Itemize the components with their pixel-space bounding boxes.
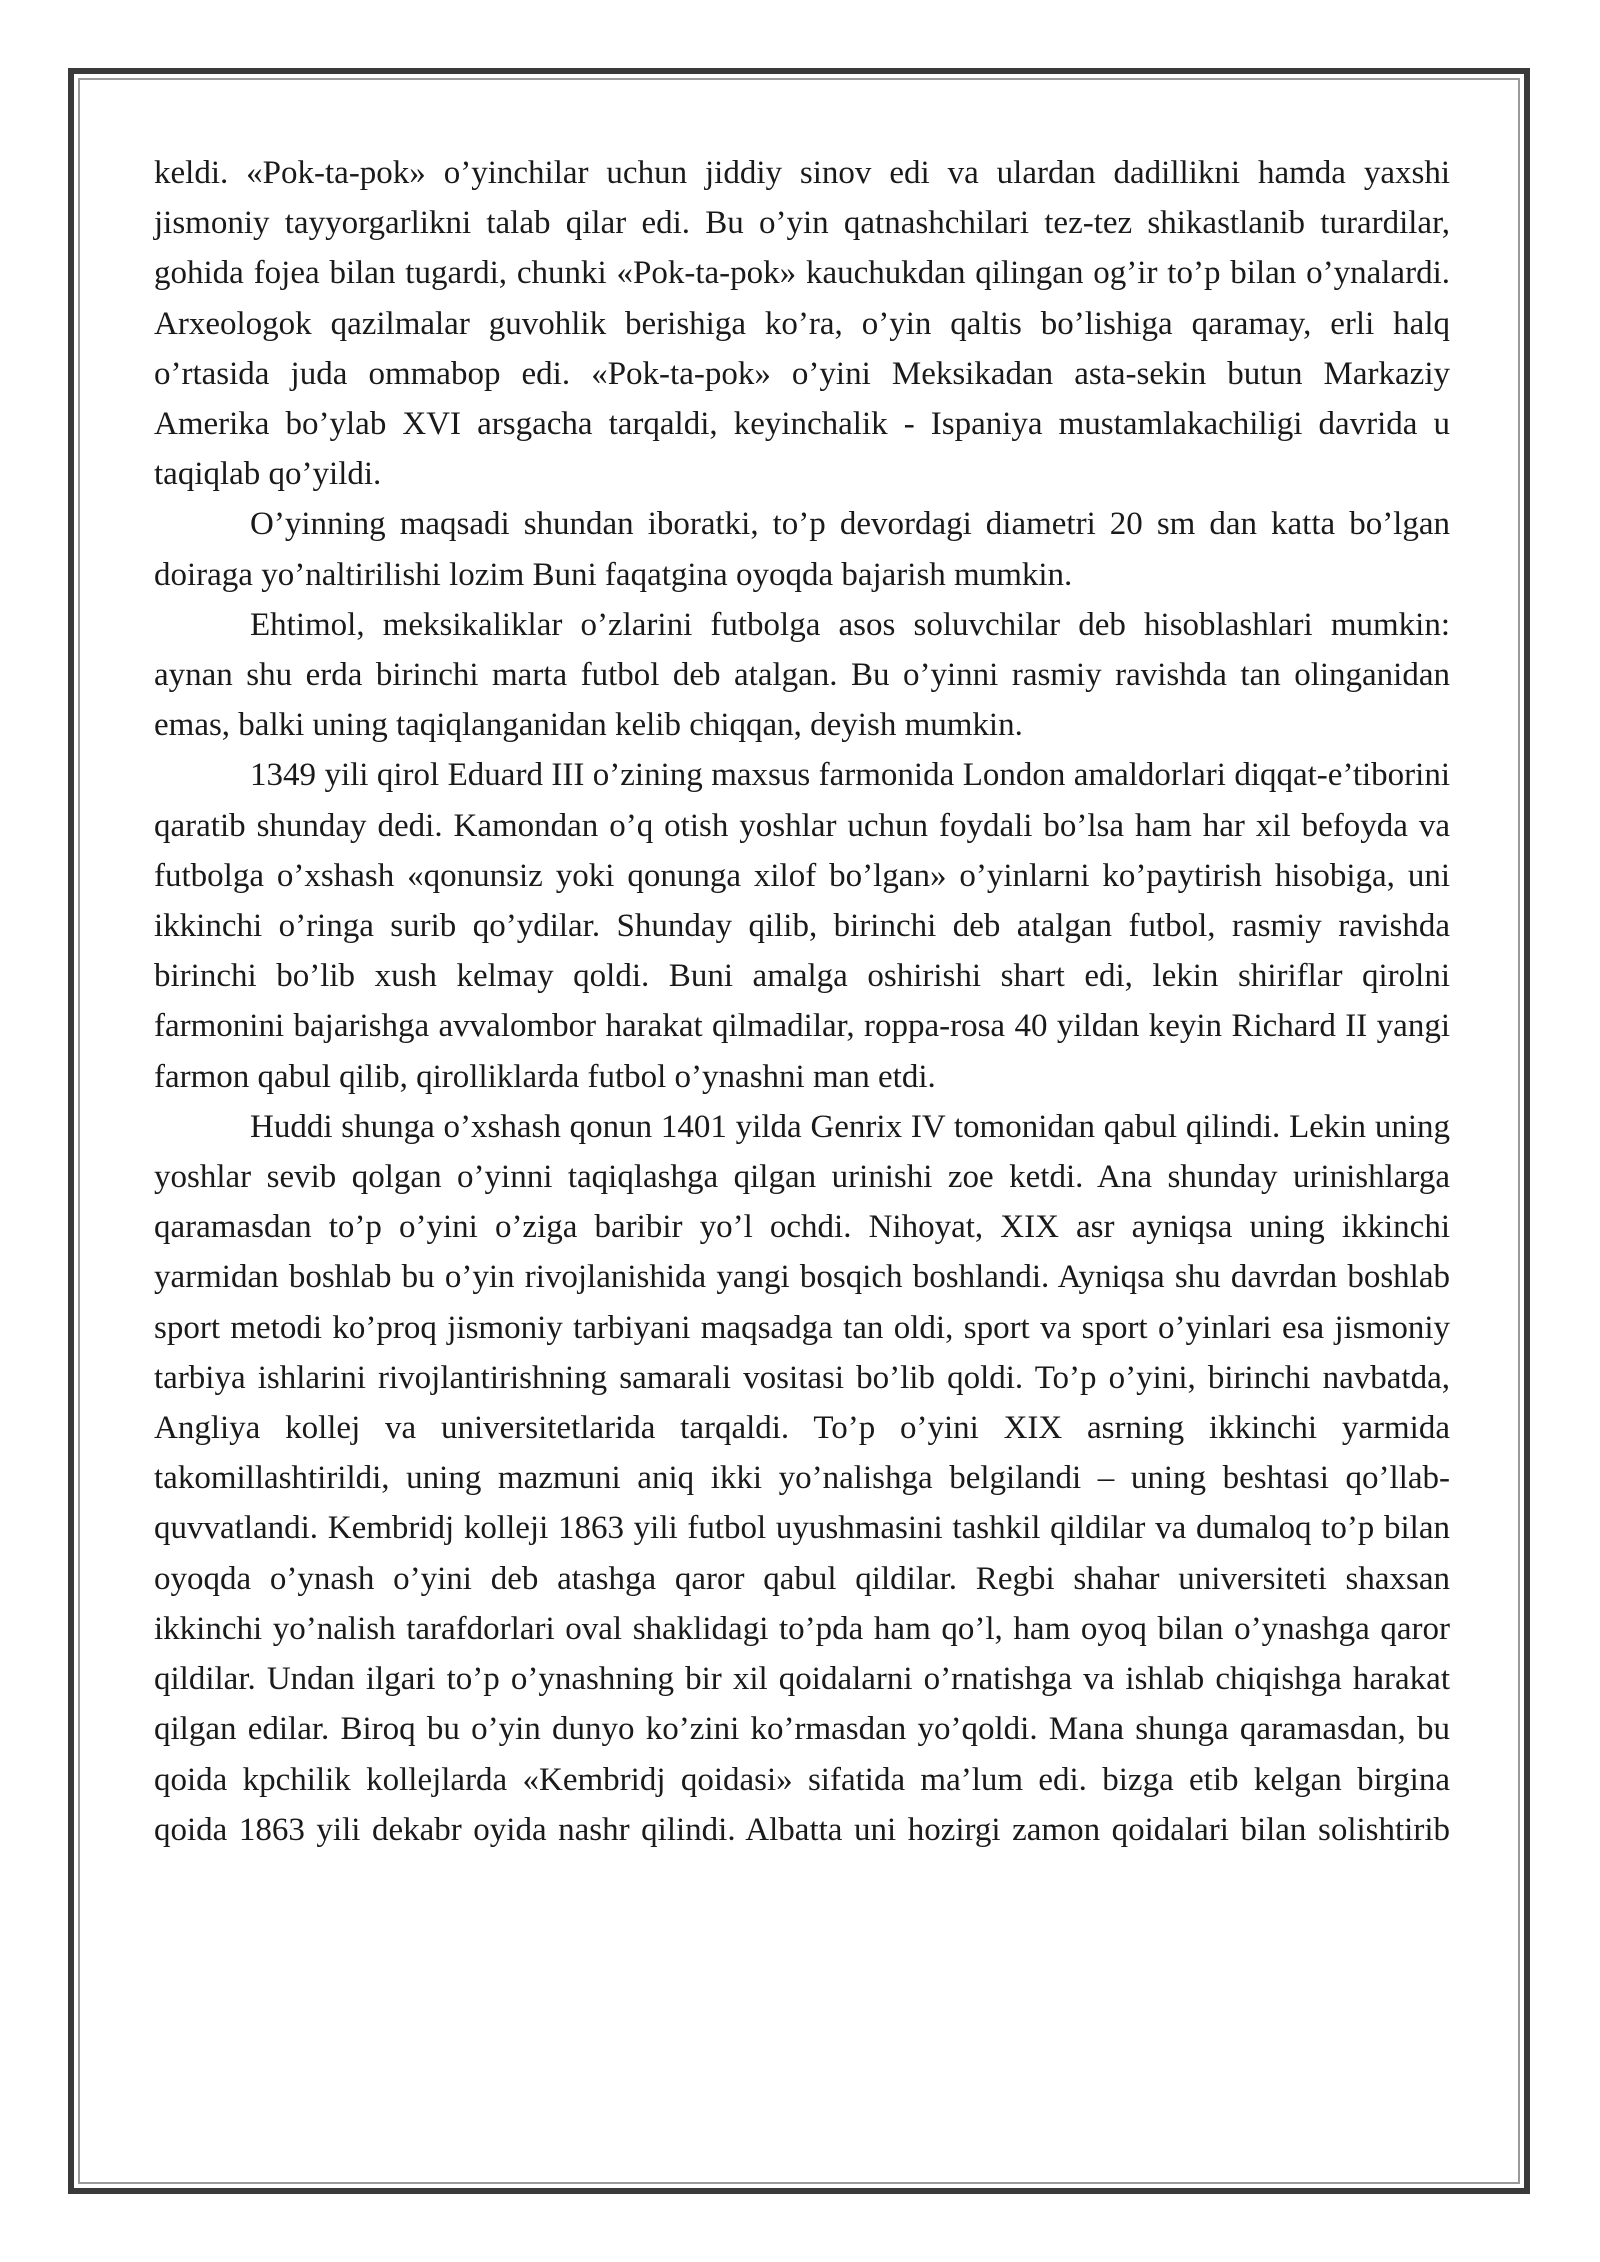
- paragraph-4: 1349 yili qirol Eduard III o’zining maxsus farmonida London amaldorlari diqqat-e’tiborini qaratib shunday dedi. Kamondan o’q otish yoshlar uchun foydali bo’lsa ham har xil befoyda va futbolga o’xshash «qonunsiz yoki qonunga xilof bo’lgan» o’yinlarni ko’paytirish hisobiga, uni ikkinchi o’ringa surib qo’ydilar. Shunday qilib, birinchi deb atalgan futbol, rasmiy ravishda birinchi bo’lib xush kelmay qoldi. Buni amalga oshirishi shart edi, lekin shiriflar qirolni farmonini bajarishga avvalombor harakat qilmadilar, roppa-rosa 40 yildan keyin Richard II yangi farmon qabul qilib, qirolliklarda futbol o’ynashni man etdi.: [154, 757, 1450, 1095]
- paragraph-1: keldi. «Pok-ta-pok» o’yinchilar uchun jiddiy sinov edi va ulardan dadillikni hamda yaxshi jismoniy tayyorgarlikni talab qilar edi. Bu o’yin qatnashchilari tez-tez shikastlanib turardilar, gohida fojea bilan tugardi, chunki «Pok-ta-pok» kauchukdan qilingan og’ir to’p bilan o’ynalardi. Arxeologok qazilmalar guvohlik berishiga ko’ra, o’yin qaltis bo’lishiga qaramay, erli halq o’rtasida juda ommabop edi. «Pok-ta-pok» o’yini Meksikadan asta-sekin butun Markaziy Amerika bo’ylab XVI arsgacha tarqaldi, keyinchalik - Ispaniya mustamlakachiligi davrida u taqiqlab qo’yildi.: [154, 155, 1450, 493]
- document-body: [154, 148, 1450, 1855]
- paragraph-5: Huddi shunga o’xshash qonun 1401 yilda Genrix IV tomonidan qabul qilindi. Lekin uning yoshlar sevib qolgan o’yinni taqiqlashga qilgan urinishi zoe ketdi. Ana shunday urinishlarga qaramasdan to’p o’yini o’ziga baribir yo’l ochdi. Nihoyat, XIX asr ayniqsa uning ikkinchi yarmidan boshlab bu o’yin rivojlanishida yangi bosqich boshlandi. Ayniqsa shu davrdan boshlab sport metodi ko’proq jismoniy tarbiyani maqsadga tan oldi, sport va sport o’yinlari esa jismoniy tarbiya ishlarini rivojlantirishning samarali vositasi bo’lib qoldi. To’p o’yini, birinchi navbatda, Angliya kollej va universitetlarida tarqaldi. To’p o’yini XIX asrning ikkinchi yarmida takomillashtirildi, uning mazmuni aniq ikki yo’nalishga belgilandi – uning beshtasi qo’llab-quvvatlandi. Kembridj kolleji 1863 yili futbol uyushmasini tashkil qildilar va dumaloq to’p bilan oyoqda o’ynash o’yini deb atashga qaror qabul qildilar. Regbi shahar universiteti shaxsan ikkinchi yo’nalish tarafdorlari oval shaklidagi to’pda ham qo’l, ham oyoq bilan o’ynashga qaror qildilar. Undan ilgari to’p o’ynashning bir xil qoidalarni o’rnatishga va ishlab chiqishga harakat qilgan edilar. Biroq bu o’yin dunyo ko’zini ko’rmasdan yo’qoldi. Mana shunga qaramasdan, bu qoida kpchilik kollejlarda «Kembridj qoidasi» sifatida ma’lum edi. bizga etib kelgan birgina qoida 1863 yili dekabr oyida nashr qilindi. Albatta uni hozirgi zamon qoidalari bilan solishtirib: [154, 1108, 1450, 1848]
- paragraph-2: O’yinning maqsadi shundan iboratki, to’p devordagi diametri 20 sm dan katta bo’lgan doiraga yo’naltirilishi lozim Buni faqatgina oyoqda bajarish mumkin.: [154, 506, 1450, 593]
- paragraph-3: Ehtimol, meksikaliklar o’zlarini futbolga asos soluvchilar deb hisoblashlari mumkin: aynan shu erda birinchi marta futbol deb atalgan. Bu o’yinni rasmiy ravishda tan olinganidan emas, balki uning taqiqlanganidan kelib chiqqan, deyish mumkin.: [154, 606, 1450, 744]
